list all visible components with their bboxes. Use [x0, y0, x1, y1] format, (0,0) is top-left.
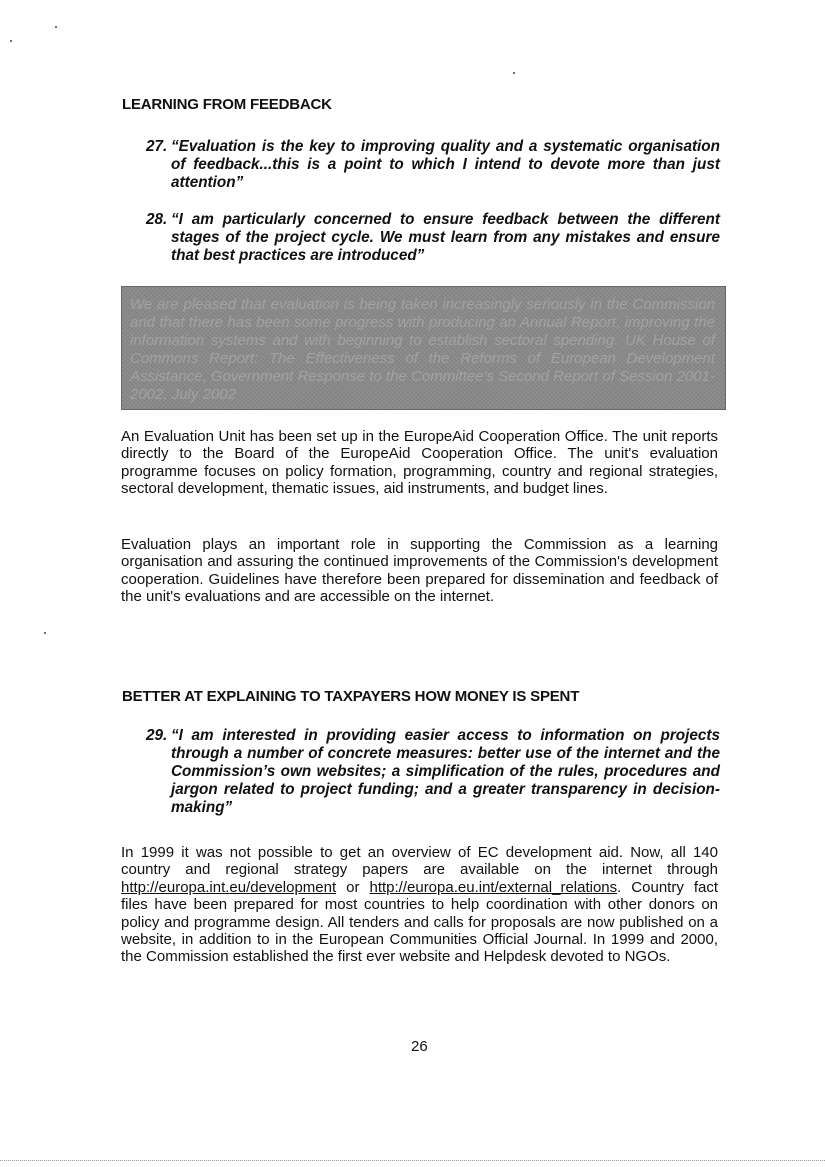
quote-27 [146, 138, 720, 192]
section-heading-explaining-to-taxpayers: BETTER AT EXPLAINING TO TAXPAYERS HOW MONEY IS SPENT [122, 688, 580, 705]
quote-text: “I am interested in providing easier access to information on projects through a number of concrete measures: better use of the internet and the Commission’s own websites; a simplification of the rules, procedures and jargon related to project funding; and a greater transparency in decision-making” [171, 727, 720, 816]
paragraph-development-aid-access [121, 844, 718, 966]
paragraph-text: or [336, 878, 370, 896]
scan-speck [55, 26, 57, 28]
quote-text: “I am particularly concerned to ensure feedback between the different stages of the project cycle. We must learn from any mistakes and ensure that best practices are introduced” [171, 211, 720, 264]
section-heading-learning-from-feedback: LEARNING FROM FEEDBACK [122, 96, 332, 113]
scan-speck [44, 632, 46, 634]
development-link[interactable]: http://europa.int.eu/development [121, 878, 337, 896]
quote-28 [146, 211, 720, 265]
page-number: 26 [411, 1038, 428, 1055]
quote-29 [146, 727, 720, 817]
external-relations-link[interactable]: http://europa.eu.int/external_relations [369, 878, 618, 896]
highlighted-quote-text: We are pleased that evaluation is being taken increasingly seriously in the Commission and that there has been some progress with producing an Annual Report, improving the information systems and with beginning to establish sectoral spending. UK House of Commons Report: The Effectiveness of the Reforms of European Development Assistance, Government Response to the Committee's Second Report of Session 2001-2002, July 2002 [130, 296, 715, 403]
quote-number: 29. [146, 727, 168, 744]
scan-speck [10, 40, 12, 42]
quote-text: “Evaluation is the key to improving quality and a systematic organisation of feedback...this is a point to which I intend to devote more than just attention” [171, 138, 720, 191]
highlighted-quote-box [121, 286, 726, 410]
scan-bottom-edge [0, 1160, 825, 1162]
quote-number: 28. [146, 211, 168, 228]
paragraph-text: . Country fact files have been prepared for most countries to help coordination with other donors on policy and programme design. All tenders and calls for proposals are now published on a website, in addition to in the European Communities Official Journal. In 1999 and 2000, the Commission established the first ever website and Helpdesk devoted to NGOs. [121, 878, 718, 966]
scan-speck [513, 72, 515, 74]
paragraph-text: In 1999 it was not possible to get an overview of EC development aid. Now, all 140 country and regional strategy papers are available on the internet through [121, 844, 718, 879]
paragraph-evaluation-role: Evaluation plays an important role in supporting the Commission as a learning organisation and assuring the continued improvements of the Commission's development cooperation. Guidelines have therefore been prepared for dissemination and feedback of the unit's evaluations and are accessible on the internet. [121, 536, 718, 606]
paragraph-evaluation-unit: An Evaluation Unit has been set up in the EuropeAid Cooperation Office. The unit reports directly to the Board of the EuropeAid Cooperation Office. The unit's evaluation programme focuses on policy formation, programming, country and regional strategies, sectoral development, thematic issues, aid instruments, and budget lines. [121, 428, 718, 498]
quote-number: 27. [146, 138, 168, 155]
